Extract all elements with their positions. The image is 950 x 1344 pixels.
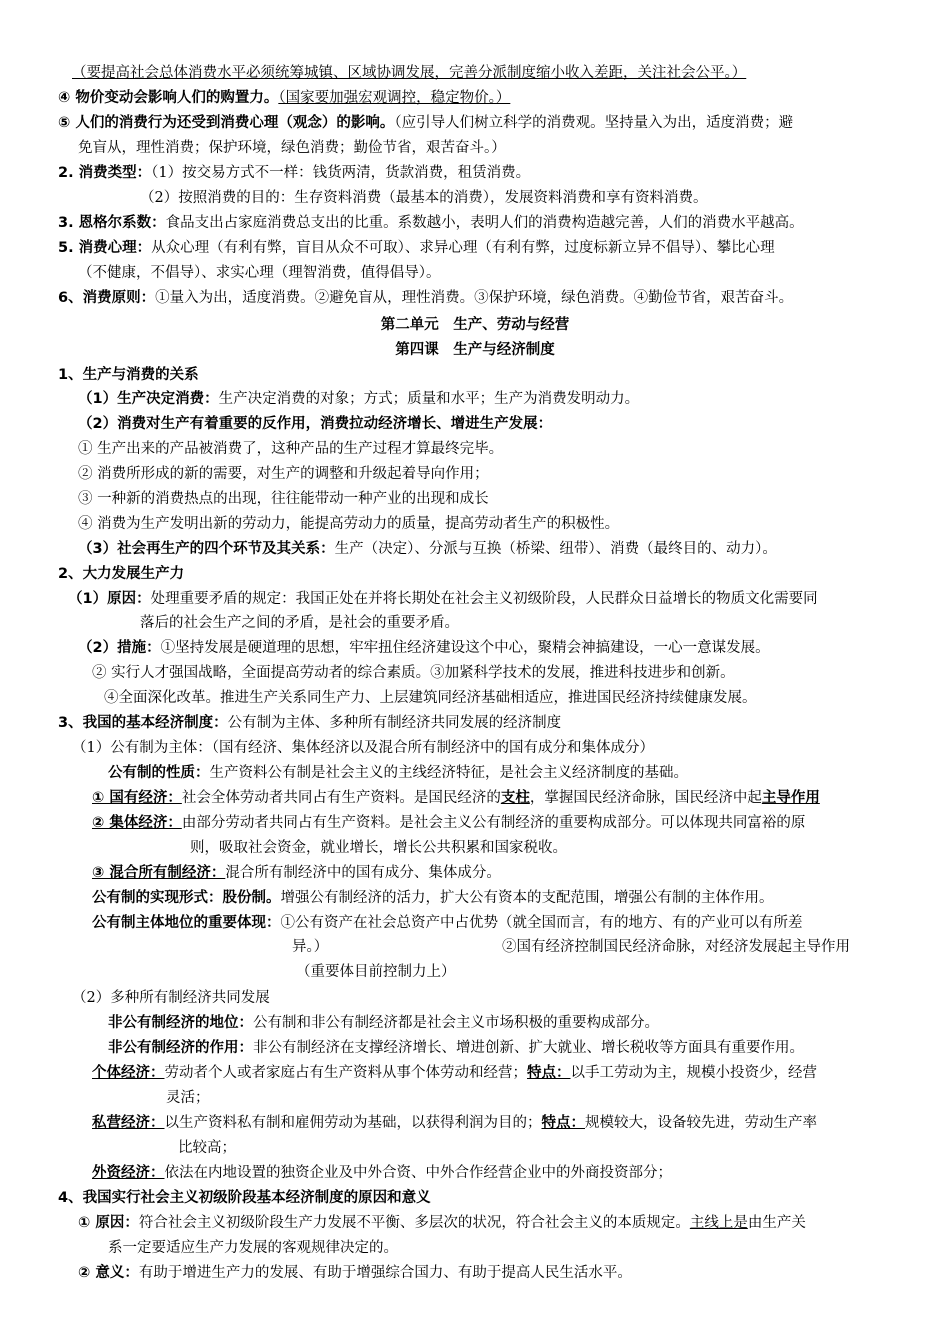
term-body: 由部分劳动者共同占有生产资料。是社会主义公有制经济的重要构成部分。可以体现共同富裕的原 [181,815,806,831]
text-line [78,1212,806,1234]
text-line: 异。） [292,939,329,955]
text-line [78,1262,632,1284]
subsection-body: 符合社会主义初级阶段生产力发展不平衡、多层次的状况，符合社会主义的本质规定。 [138,1215,690,1231]
text-line: ④全面深化改革。推进生产关系同生产力、上层建筑同经济基础相适应，推进国民经济持续健康发展。 [104,690,757,706]
key-term: 主导作用 [761,790,820,806]
text-line: 比较高； [178,1140,236,1156]
text-line [108,1037,804,1059]
text-line [108,1012,659,1034]
subsection-body: 生产（决定）、分派与互换（桥梁、纽带）、消费（最终目的、动力）。 [334,541,777,557]
text-line [78,388,639,410]
term-heading: ② 集体经济： [92,815,182,831]
term-heading: 非公有制经济的作用： [108,1040,253,1056]
text-line: ② 消费所形成的新的需要，对生产的调整和升级起着导向作用； [78,466,489,482]
point-note: （应引导人们树立科学的消费观。坚持量入为出，适度消费；避 [394,115,794,131]
lesson-title: 第四课 生产与经济制度 [395,342,555,358]
term-heading: 个体经济： [92,1065,165,1081]
point-heading: 6、消费原则： [58,290,156,306]
text-line: （重要体目前控制力上） [296,964,456,980]
point-heading: ④ 物价变动会影响人们的购置力。 [58,90,279,106]
term-body: 劳动者个人或者家庭占有生产资料从事个体劳动和经营； [164,1065,527,1081]
term-heading: 非公有制经济的地位： [108,1015,253,1031]
subsection-heading: （2）消费对生产有着重要的反作用，消费拉动经济增长、增进生产发展： [78,416,553,432]
text-line [92,912,803,934]
section-heading: 1、生产与消费的关系 [58,367,199,383]
text-line [68,588,818,610]
text-line [58,212,804,234]
point-heading: 5. 消费心理： [58,240,152,256]
text-line: （要提高社会总体消费水平必须统筹城镇、区域协调发展，完善分派制度缩小收入差距，关注社会公平。） [72,65,747,81]
term-body: 以手工劳动为主，规模小投资少，经营 [570,1065,817,1081]
text-line: 落后的社会生产之间的矛盾，是社会的重要矛盾。 [140,615,459,631]
subsection-heading: ② 意义： [78,1265,139,1281]
section-heading: 3、我国的基本经济制度： [58,715,228,731]
text-line [108,762,688,784]
term-heading: ③ 混合所有制经济： [92,865,226,881]
term-body: 生产资料公有制是社会主义的主线经济特征，是社会主义经济制度的基础。 [209,765,688,781]
text-line: 灵活； [166,1090,210,1106]
text-line: （不健康，不倡导）、求实心理（理智消费，值得倡导）。 [78,265,441,281]
subsection-heading: （2）措施： [78,640,161,656]
subsection-heading: （3）社会再生产的四个环节及其关系： [78,541,335,557]
feature-label: 特点： [541,1115,585,1131]
point-heading: 3. 恩格尔系数： [58,215,166,231]
point-body: （1）按交易方式不一样：钱货两清，货款消费，租赁消费。 [151,165,531,181]
term-heading: ① 国有经济： [92,790,182,806]
text-line [92,812,805,834]
text-line: ②国有经济控制国民经济命脉，对经济发展起主导作用 [502,939,850,955]
text-line: （2）按照消费的目的：生存资料消费（最基本的消费），发展资料消费和享有资料消费。 [140,190,708,206]
text-line [58,87,510,109]
point-body: 从众心理（有利有弊，盲目从众不可取）、求异心理（有利有弊，过度标新立异不倡导）、攀比心理 [151,240,775,256]
point-heading: ⑤ 人们的消费行为还受到消费心理（观念）的影响。 [58,115,395,131]
text-line [92,1112,817,1134]
term-body: 混合所有制经济中的国有成分、集体成分。 [225,865,501,881]
key-term: 主线上是 [689,1215,748,1231]
text-line [92,862,501,884]
text-line: （2）多种所有制经济共同发展 [72,990,270,1006]
text-line: 系一定要适应生产力发展的客观规律决定的。 [108,1240,398,1256]
key-term: 支柱 [500,790,530,806]
term-body: 以生产资料私有制和雇佣劳动为基础，以获得利润为目的； [164,1115,542,1131]
section-heading: 2、大力发展生产力 [58,566,185,582]
text-line: 则，吸取社会资金，就业增长，增长公共积累和国家税收。 [190,840,567,856]
text-line [58,112,793,134]
text-line [92,787,820,809]
text-line [58,287,793,309]
subsection-heading: （1）原因： [68,591,151,607]
point-note: （国家要加强宏观调控，稳定物价。） [278,90,511,106]
text-line: ② 实行人才强国战略，全面提高劳动者的综合素质。③加紧科学技术的发展，推进科技进步和创新。 [92,665,735,681]
text-line: ③ 一种新的消费热点的出现，往往能带动一种产业的出现和成长 [78,491,489,507]
subsection-body: 由生产关 [747,1215,806,1231]
unit-title: 第二单元 生产、劳动与经营 [380,317,570,333]
term-body: 公有制和非公有制经济都是社会主义市场积极的重要构成部分。 [253,1015,659,1031]
text-line [78,637,770,659]
point-heading: 2. 消费类型： [58,165,152,181]
section-body: 公有制为主体、多种所有制经济共同发展的经济制度 [227,715,562,731]
text-line: （1）公有制为主体：（国有经济、集体经济以及混合所有制经济中的国有成分和集体成分） [72,740,654,756]
term-body: ①公有资产在社会总资产中占优势（就全国而言，有的地方、有的产业可以有所差 [280,915,803,931]
term-heading: 公有制的性质： [108,765,210,781]
text-line [78,538,777,560]
text-line [92,887,774,909]
text-line: 免盲从，理性消费；保护环境，绿色消费；勤俭节省，艰苦奋斗。） [78,140,506,156]
subsection-body: 生产决定消费的对象；方式；质量和水平；生产为消费发明动力。 [218,391,640,407]
term-heading: 公有制的实现形式：股份制。 [92,890,281,906]
subsection-body: 处理重要矛盾的规定：我国正处在并将长期处在社会主义初级阶段，人民群众日益增长的物质文化需要同 [150,591,818,607]
text-line: ④ 消费为生产发明出新的劳动力，能提高劳动力的质量，提高劳动者生产的积极性。 [78,516,620,532]
subsection-heading: （1）生产决定消费： [78,391,219,407]
text-line [92,1162,672,1184]
term-body: ，掌握国民经济命脉，国民经济中起 [529,790,762,806]
text-line [58,712,561,734]
point-body: 食品支出占家庭消费总支出的比重。系数越小，表明人们的消费构造越完善，人们的消费水平越高。 [165,215,804,231]
term-heading: 私营经济： [92,1115,165,1131]
subsection-heading: ① 原因： [78,1215,139,1231]
text-line: ① 生产出来的产品被消费了，这种产品的生产过程才算最终完毕。 [78,441,504,457]
feature-label: 特点： [527,1065,571,1081]
term-body: 非公有制经济在支撑经济增长、增进创新、扩大就业、增长税收等方面具有重要作用。 [253,1040,804,1056]
term-body: 规模较大，设备较先进，劳动生产率 [585,1115,817,1131]
subsection-body: 有助于增进生产力的发展、有助于增强综合国力、有助于提高人民生活水平。 [138,1265,632,1281]
section-heading: 4、我国实行社会主义初级阶段基本经济制度的原因和意义 [58,1190,431,1206]
term-body: 增强公有制经济的活力，扩大公有资本的支配范围，增强公有制的主体作用。 [280,890,774,906]
term-heading: 外资经济： [92,1165,165,1181]
term-body: 社会全体劳动者共同占有生产资料。是国民经济的 [181,790,501,806]
text-line [58,162,530,184]
term-body: 依法在内地设置的独资企业及中外合资、中外合作经营企业中的外商投资部分； [164,1165,672,1181]
text-line [92,1062,817,1084]
text-line [58,237,775,259]
term-heading: 公有制主体地位的重要体现： [92,915,281,931]
point-body: ①量入为出，适度消费。②避免盲从，理性消费。③保护环境，绿色消费。④勤俭节省，艰苦奋斗。 [155,290,794,306]
subsection-body: ①坚持发展是硬道理的思想，牢牢扭住经济建设这个中心，聚精会神搞建设，一心一意谋发展。 [160,640,770,656]
